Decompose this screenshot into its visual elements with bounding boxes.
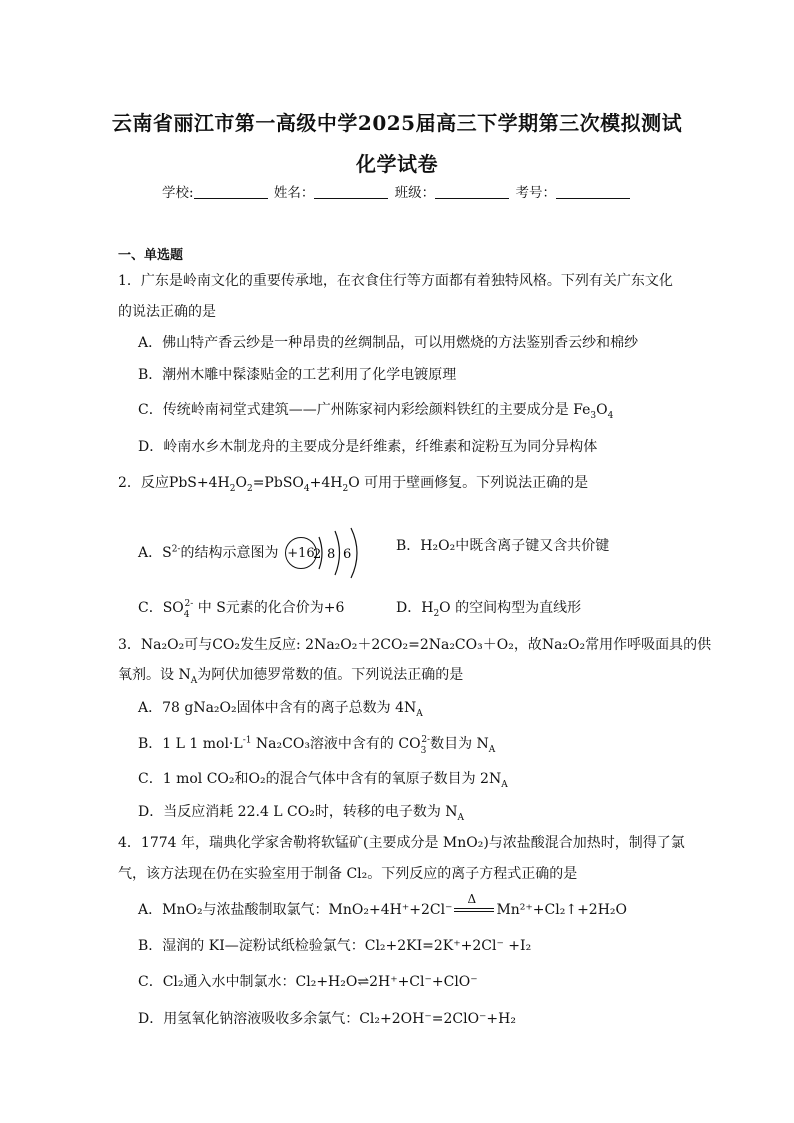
q1-stem-line1: 1．广东是岭南文化的重要传承地，在衣食住行等方面都有着独特风格。下列有关广东文化: [118, 273, 673, 289]
name-blank[interactable]: [314, 198, 388, 199]
q2-stem-pre: 2．反应: [118, 475, 169, 491]
school-blank[interactable]: [194, 198, 268, 199]
shell-2-count: 8: [326, 547, 336, 562]
q3-option-b: B．1 L 1 $mol\cdot L^{-1}$ Na₂CO₃溶液中含有的 $CO_3^{2-}$数目为 $N_A$: [138, 735, 496, 756]
q2-option-a: A．$S^{2-}$的结构示意图为 +16 2 8 6: [138, 527, 371, 579]
q4-a-pre: A．MnO₂与浓盐酸制取氯气：MnO₂+4H⁺+2Cl⁻: [138, 902, 453, 918]
class-blank[interactable]: [435, 198, 509, 199]
q3-b-mid: Na₂CO₃溶液中含有的 CO: [251, 736, 421, 752]
q4-stem-line1: 4．1774 年，瑞典化学家舍勒将软锰矿(主要成分是 MnO₂)与浓盐酸混合加热时，制得了氯: [118, 835, 685, 851]
section-title: 一、单选题: [118, 248, 184, 263]
electron-shell-arcs: [313, 527, 371, 579]
q1-option-c: C．传统岭南祠堂式建筑——广州陈家祠内彩绘颜料铁红的主要成分是 $Fe_3O_4$: [138, 402, 614, 421]
sulfur-ion-structure-diagram: [285, 527, 371, 579]
q2-a-pre: A．S: [138, 545, 172, 561]
q3-b-pre: B．1 L 1 mol·L: [138, 736, 243, 752]
q3-option-c: C．1 mol CO₂和O₂的混合气体中含有的氧原子数目为 $2N_A$: [138, 771, 508, 790]
shell-1-count: 2: [312, 547, 322, 562]
q1-option-d: D．岭南水乡木制龙舟的主要成分是纤维素，纤维素和淀粉互为同分异构体: [138, 439, 598, 455]
shell-3-count: 6: [342, 547, 352, 562]
q4-a-post: Mn²⁺+Cl₂↑+2H₂O: [496, 902, 628, 918]
q2-stem-post: 可用于壁画修复。下列说法正确的是: [364, 475, 589, 491]
q3-a-text: A．78 gNa₂O₂固体中含有的离子总数为 4N: [138, 700, 417, 716]
q3-stem-l2-post: 为阿伏加德罗常数的值。下列说法正确的是: [197, 667, 464, 683]
school-label: 学校:: [162, 185, 194, 201]
number-label: 考号：: [515, 185, 556, 201]
q4-stem-line2: 气，该方法现在仍在实验室用于制备 Cl₂。下列反应的离子方程式正确的是: [118, 866, 578, 882]
q3-b-post: 数目为 N: [430, 736, 489, 752]
class-label: 班级：: [394, 185, 436, 201]
q4-option-c: C．Cl₂通入水中制氯水：Cl₂+H₂O⇌2H⁺+Cl⁻+ClO⁻: [138, 974, 478, 990]
q2-option-b: B．H₂O₂中既含离子键又含共价键: [396, 538, 610, 554]
delta-symbol: Δ: [467, 892, 477, 906]
q3-stem-l2: 氧剂。设 N: [118, 667, 191, 683]
q1-option-b: B．潮州木雕中髹漆贴金的工艺利用了化学电镀原理: [138, 367, 457, 383]
q2-a-post: 的结构示意图为: [180, 545, 279, 561]
q4-option-d: D．用氢氧化钠溶液吸收多余氯气：Cl₂+2OH⁻=2ClO⁻+H₂: [138, 1011, 516, 1027]
q2-d-post: 的空间构型为直线形: [455, 600, 582, 616]
q1-stem-line2: 的说法正确的是: [118, 304, 216, 320]
student-info-row: [0, 181, 794, 201]
q1-option-c-text: C．传统岭南祠堂式建筑——广州陈家祠内彩绘颜料铁红的主要成分是: [138, 402, 569, 418]
q3-option-d: D．当反应消耗 22.4 L CO₂时，转移的电子数为 $N_A$: [138, 804, 465, 823]
q3-d-text: D．当反应消耗 22.4 L CO₂时，转移的电子数为 N: [138, 804, 458, 820]
q4-option-a: [138, 892, 628, 919]
q2-option-d: D．$H_2O$ 的空间构型为直线形: [396, 600, 582, 619]
exam-subtitle: 化学试卷: [356, 152, 438, 176]
q3-c-text: C．1 mol CO₂和O₂的混合气体中含有的氧原子数目为 2N: [138, 771, 502, 787]
q2-c-post: 中 S元素的化合价为+6: [197, 600, 345, 616]
exam-title: 云南省丽江市第一高级中学2025届高三下学期第三次模拟测试: [111, 111, 683, 135]
q2-option-c: C．$SO_4^{2-}$ 中 S元素的化合价为+6: [138, 599, 345, 620]
nucleus-circle: +16: [285, 537, 317, 569]
name-label: 姓名：: [273, 185, 315, 201]
q1-option-a: A．佛山特产香云纱是一种昂贵的丝绸制品，可以用燃烧的方法鉴别香云纱和棉纱: [138, 335, 639, 351]
number-blank[interactable]: [556, 198, 630, 199]
q2-stem: 2．反应$PbS+4H_2O_2=PbSO_4+4H_2O$ 可用于壁画修复。下列说法正确的是: [118, 475, 589, 494]
heating-equals-sign: [454, 892, 494, 912]
q4-option-b: B．湿润的 KI—淀粉试纸检验氯气：Cl₂+2KI=2K⁺+2Cl⁻ +I₂: [138, 938, 532, 954]
q3-stem-line1: 3．Na₂O₂可与CO₂发生反应: 2Na₂O₂＋2CO₂=2Na₂CO₃＋O₂，故Na₂O₂常用作呼吸面具的供: [118, 637, 712, 653]
q3-stem-line2: 氧剂。设 $N_A$为阿伏加德罗常数的值。下列说法正确的是: [118, 667, 464, 686]
q3-option-a: A．78 gNa₂O₂固体中含有的离子总数为 $4N_A$: [138, 700, 423, 719]
